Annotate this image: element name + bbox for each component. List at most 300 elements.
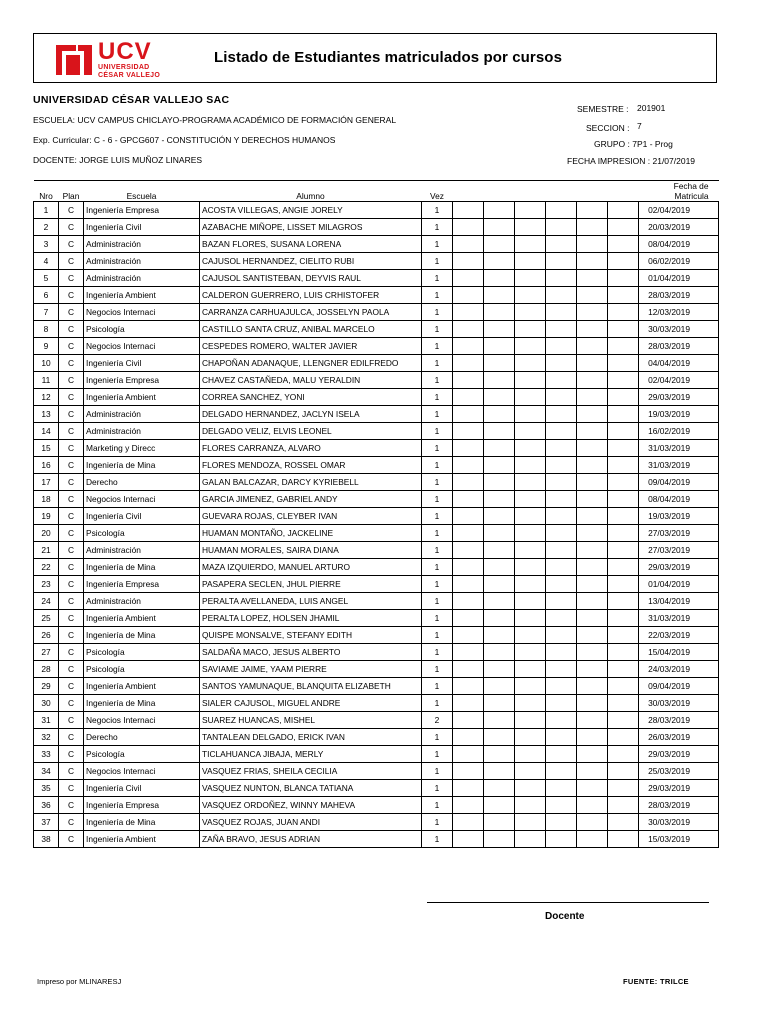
cell-blank	[453, 372, 484, 389]
cell-plan: C	[59, 576, 84, 593]
semestre-value: 201901	[637, 103, 666, 113]
cell-blank	[608, 797, 639, 814]
cell-escuela: Psicología	[84, 661, 200, 678]
cell-blank	[577, 406, 608, 423]
cell-vez: 1	[422, 780, 453, 797]
col-header-alumno: Alumno	[200, 181, 422, 202]
cell-blank	[577, 559, 608, 576]
cell-blank	[546, 423, 577, 440]
table-row	[34, 372, 719, 389]
cell-plan: C	[59, 202, 84, 219]
cell-blank	[515, 576, 546, 593]
cell-blank	[608, 202, 639, 219]
cell-fecha: 31/03/2019	[639, 610, 719, 627]
cell-plan: C	[59, 593, 84, 610]
cell-escuela: Ingeniería de Mina	[84, 814, 200, 831]
cell-escuela: Administración	[84, 253, 200, 270]
cell-escuela: Negocios Internaci	[84, 338, 200, 355]
cell-alumno: ACOSTA VILLEGAS, ANGIE JORELY	[200, 202, 422, 219]
cell-blank	[453, 661, 484, 678]
cell-blank	[546, 780, 577, 797]
cell-escuela: Negocios Internaci	[84, 304, 200, 321]
cell-blank	[515, 678, 546, 695]
cell-blank	[484, 525, 515, 542]
cell-nro: 5	[34, 270, 59, 287]
cell-blank	[577, 797, 608, 814]
cell-vez: 1	[422, 831, 453, 848]
cell-alumno: SUAREZ HUANCAS, MISHEL	[200, 712, 422, 729]
table-row	[34, 508, 719, 525]
cell-blank	[608, 695, 639, 712]
cell-blank	[546, 406, 577, 423]
cell-blank	[484, 508, 515, 525]
cell-nro: 2	[34, 219, 59, 236]
cell-escuela: Ingeniería Ambient	[84, 678, 200, 695]
cell-blank	[515, 236, 546, 253]
cell-vez: 1	[422, 729, 453, 746]
cell-blank	[546, 389, 577, 406]
cell-blank	[608, 746, 639, 763]
cell-blank	[453, 423, 484, 440]
cell-blank	[577, 610, 608, 627]
cell-blank	[515, 474, 546, 491]
source-label: FUENTE: TRILCE	[623, 977, 689, 986]
cell-blank	[484, 695, 515, 712]
cell-blank	[546, 474, 577, 491]
cell-blank	[484, 559, 515, 576]
cell-blank	[577, 287, 608, 304]
cell-blank	[453, 695, 484, 712]
cell-nro: 9	[34, 338, 59, 355]
cell-blank	[608, 678, 639, 695]
cell-blank	[608, 729, 639, 746]
cell-blank	[453, 525, 484, 542]
cell-alumno: CHAVEZ CASTAÑEDA, MALU YERALDIN	[200, 372, 422, 389]
table-row	[34, 474, 719, 491]
cell-alumno: VASQUEZ ROJAS, JUAN ANDI	[200, 814, 422, 831]
cell-escuela: Ingeniería Civil	[84, 780, 200, 797]
cell-blank	[546, 236, 577, 253]
cell-plan: C	[59, 559, 84, 576]
cell-alumno: GALAN BALCAZAR, DARCY KYRIEBELL	[200, 474, 422, 491]
cell-fecha: 09/04/2019	[639, 474, 719, 491]
cell-blank	[515, 525, 546, 542]
cell-blank	[453, 542, 484, 559]
table-row	[34, 287, 719, 304]
cell-fecha: 27/03/2019	[639, 525, 719, 542]
cell-blank	[608, 610, 639, 627]
cell-alumno: ZAÑA BRAVO, JESUS ADRIAN	[200, 831, 422, 848]
cell-blank	[453, 712, 484, 729]
cell-vez: 1	[422, 338, 453, 355]
table-row	[34, 593, 719, 610]
cell-plan: C	[59, 780, 84, 797]
cell-blank	[453, 270, 484, 287]
cell-blank	[608, 321, 639, 338]
cell-blank	[515, 695, 546, 712]
cell-blank	[608, 338, 639, 355]
table-row	[34, 542, 719, 559]
table-row	[34, 559, 719, 576]
cell-blank	[546, 287, 577, 304]
cell-blank	[608, 831, 639, 848]
cell-blank	[577, 525, 608, 542]
cell-blank	[546, 814, 577, 831]
cell-blank	[453, 797, 484, 814]
cell-blank	[515, 661, 546, 678]
cell-blank	[577, 202, 608, 219]
cell-fecha: 28/03/2019	[639, 287, 719, 304]
cell-blank	[453, 831, 484, 848]
cell-escuela: Negocios Internaci	[84, 712, 200, 729]
cell-fecha: 15/03/2019	[639, 831, 719, 848]
cell-fecha: 04/04/2019	[639, 355, 719, 372]
cell-alumno: SALDAÑA MACO, JESUS ALBERTO	[200, 644, 422, 661]
table-row	[34, 627, 719, 644]
cell-alumno: TANTALEAN DELGADO, ERICK IVAN	[200, 729, 422, 746]
cell-blank	[608, 576, 639, 593]
cell-blank	[577, 423, 608, 440]
cell-fecha: 08/04/2019	[639, 236, 719, 253]
cell-vez: 1	[422, 593, 453, 610]
cell-blank	[453, 627, 484, 644]
cell-plan: C	[59, 610, 84, 627]
cell-plan: C	[59, 372, 84, 389]
ucv-logo-mark-icon	[54, 41, 94, 79]
cell-blank	[546, 763, 577, 780]
cell-blank	[608, 542, 639, 559]
cell-blank	[515, 270, 546, 287]
cell-nro: 34	[34, 763, 59, 780]
cell-plan: C	[59, 236, 84, 253]
cell-escuela: Negocios Internaci	[84, 763, 200, 780]
cell-blank	[546, 695, 577, 712]
cell-plan: C	[59, 797, 84, 814]
cell-blank	[453, 763, 484, 780]
cell-fecha: 29/03/2019	[639, 780, 719, 797]
signature-line	[427, 902, 709, 903]
cell-blank	[484, 746, 515, 763]
cell-blank	[453, 559, 484, 576]
cell-blank	[577, 712, 608, 729]
cell-blank	[546, 491, 577, 508]
cell-fecha: 28/03/2019	[639, 712, 719, 729]
fecha-impresion: FECHA IMPRESION : 21/07/2019	[567, 156, 696, 166]
cell-fecha: 28/03/2019	[639, 338, 719, 355]
cell-blank	[546, 797, 577, 814]
table-row	[34, 644, 719, 661]
cell-blank	[515, 253, 546, 270]
cell-blank	[608, 644, 639, 661]
cell-nro: 24	[34, 593, 59, 610]
cell-blank	[546, 712, 577, 729]
cell-blank	[515, 644, 546, 661]
cell-blank	[608, 253, 639, 270]
cell-fecha: 16/02/2019	[639, 423, 719, 440]
cell-blank	[515, 610, 546, 627]
cell-plan: C	[59, 661, 84, 678]
cell-blank	[608, 508, 639, 525]
cell-plan: C	[59, 355, 84, 372]
report-header	[33, 33, 717, 83]
cell-blank	[515, 202, 546, 219]
cell-escuela: Administración	[84, 542, 200, 559]
table-row	[34, 219, 719, 236]
cell-blank	[453, 610, 484, 627]
cell-blank	[453, 593, 484, 610]
cell-plan: C	[59, 763, 84, 780]
cell-vez: 1	[422, 236, 453, 253]
cell-blank	[577, 661, 608, 678]
cell-escuela: Ingeniería Civil	[84, 508, 200, 525]
seccion-value: 7	[637, 121, 642, 131]
cell-escuela: Ingeniería de Mina	[84, 457, 200, 474]
cell-blank	[577, 372, 608, 389]
cell-blank	[608, 304, 639, 321]
cell-alumno: CESPEDES ROMERO, WALTER JAVIER	[200, 338, 422, 355]
cell-vez: 1	[422, 610, 453, 627]
cell-alumno: GUEVARA ROJAS, CLEYBER IVAN	[200, 508, 422, 525]
table-row	[34, 797, 719, 814]
cell-nro: 23	[34, 576, 59, 593]
cell-blank	[515, 831, 546, 848]
escuela-line: ESCUELA: UCV CAMPUS CHICLAYO-PROGRAMA ACADÉMICO DE FORMACIÓN GENERAL	[33, 115, 397, 125]
cell-blank	[546, 355, 577, 372]
cell-nro: 21	[34, 542, 59, 559]
cell-fecha: 12/03/2019	[639, 304, 719, 321]
cell-blank	[608, 440, 639, 457]
cell-alumno: SAVIAME JAIME, YAAM PIERRE	[200, 661, 422, 678]
cell-vez: 1	[422, 355, 453, 372]
cell-blank	[577, 219, 608, 236]
cell-blank	[484, 763, 515, 780]
cell-blank	[484, 542, 515, 559]
cell-vez: 1	[422, 542, 453, 559]
cell-blank	[546, 831, 577, 848]
cell-escuela: Ingeniería de Mina	[84, 559, 200, 576]
cell-alumno: SANTOS YAMUNAQUE, BLANQUITA ELIZABETH	[200, 678, 422, 695]
table-row	[34, 525, 719, 542]
cell-fecha: 30/03/2019	[639, 814, 719, 831]
cell-blank	[484, 304, 515, 321]
cell-nro: 15	[34, 440, 59, 457]
cell-blank	[515, 440, 546, 457]
table-row	[34, 610, 719, 627]
cell-nro: 12	[34, 389, 59, 406]
cell-escuela: Ingeniería Ambient	[84, 389, 200, 406]
cell-blank	[453, 491, 484, 508]
cell-vez: 1	[422, 627, 453, 644]
docente-line: DOCENTE: JORGE LUIS MUÑOZ LINARES	[33, 155, 203, 165]
cell-alumno: CASTILLO SANTA CRUZ, ANIBAL MARCELO	[200, 321, 422, 338]
table-row	[34, 406, 719, 423]
cell-vez: 1	[422, 491, 453, 508]
cell-nro: 1	[34, 202, 59, 219]
cell-blank	[453, 457, 484, 474]
cell-alumno: AZABACHE MIÑOPE, LISSET MILAGROS	[200, 219, 422, 236]
cell-alumno: FLORES MENDOZA, ROSSEL OMAR	[200, 457, 422, 474]
cell-blank	[484, 678, 515, 695]
cell-blank	[515, 627, 546, 644]
cell-fecha: 20/03/2019	[639, 219, 719, 236]
table-row	[34, 814, 719, 831]
col-header-plan: Plan	[59, 181, 84, 202]
cell-blank	[577, 729, 608, 746]
table-row	[34, 304, 719, 321]
cell-blank	[577, 695, 608, 712]
cell-plan: C	[59, 389, 84, 406]
cell-blank	[546, 457, 577, 474]
seccion-label: SECCION :	[586, 123, 630, 133]
cell-vez: 1	[422, 746, 453, 763]
cell-fecha: 26/03/2019	[639, 729, 719, 746]
cell-fecha: 13/04/2019	[639, 593, 719, 610]
cell-blank	[453, 219, 484, 236]
cell-blank	[453, 729, 484, 746]
cell-blank	[577, 491, 608, 508]
cell-blank	[546, 525, 577, 542]
cell-alumno: CORREA SANCHEZ, YONI	[200, 389, 422, 406]
cell-plan: C	[59, 253, 84, 270]
cell-blank	[515, 304, 546, 321]
cell-vez: 1	[422, 406, 453, 423]
cell-alumno: PERALTA AVELLANEDA, LUIS ANGEL	[200, 593, 422, 610]
cell-escuela: Ingeniería Ambient	[84, 287, 200, 304]
cell-fecha: 30/03/2019	[639, 695, 719, 712]
cell-alumno: VASQUEZ FRIAS, SHEILA CECILIA	[200, 763, 422, 780]
cell-blank	[577, 508, 608, 525]
cell-blank	[453, 304, 484, 321]
cell-blank	[453, 508, 484, 525]
cell-blank	[577, 321, 608, 338]
cell-blank	[515, 406, 546, 423]
cell-fecha: 28/03/2019	[639, 797, 719, 814]
table-row	[34, 440, 719, 457]
cell-nro: 7	[34, 304, 59, 321]
cell-plan: C	[59, 542, 84, 559]
cell-alumno: CAJUSOL SANTISTEBAN, DEYVIS RAUL	[200, 270, 422, 287]
cell-blank	[515, 559, 546, 576]
cell-blank	[484, 321, 515, 338]
table-row	[34, 389, 719, 406]
cell-blank	[608, 406, 639, 423]
table-row	[34, 678, 719, 695]
report-title: Listado de Estudiantes matriculados por cursos	[214, 49, 563, 66]
col-header-nro: Nro	[34, 181, 59, 202]
cell-blank	[577, 746, 608, 763]
table-row	[34, 780, 719, 797]
cell-blank	[577, 678, 608, 695]
cell-blank	[484, 202, 515, 219]
cell-vez: 1	[422, 270, 453, 287]
table-row	[34, 729, 719, 746]
cell-blank	[546, 610, 577, 627]
cell-blank	[546, 729, 577, 746]
cell-alumno: GARCIA JIMENEZ, GABRIEL ANDY	[200, 491, 422, 508]
cell-blank	[515, 219, 546, 236]
table-row	[34, 423, 719, 440]
cell-blank	[577, 236, 608, 253]
exp-curricular-line: Exp. Curricular: C - 6 - GPCG607 - CONSTITUCIÓN Y DERECHOS HUMANOS	[33, 135, 336, 145]
cell-blank	[608, 780, 639, 797]
cell-plan: C	[59, 644, 84, 661]
cell-escuela: Derecho	[84, 729, 200, 746]
students-table	[33, 180, 719, 848]
cell-fecha: 30/03/2019	[639, 321, 719, 338]
cell-vez: 1	[422, 559, 453, 576]
cell-blank	[515, 814, 546, 831]
table-row	[34, 712, 719, 729]
cell-nro: 13	[34, 406, 59, 423]
table-row	[34, 321, 719, 338]
cell-blank	[577, 457, 608, 474]
cell-blank	[484, 780, 515, 797]
cell-plan: C	[59, 627, 84, 644]
cell-vez: 1	[422, 661, 453, 678]
cell-blank	[453, 287, 484, 304]
table-header-row	[34, 181, 719, 202]
cell-fecha: 09/04/2019	[639, 678, 719, 695]
cell-fecha: 29/03/2019	[639, 746, 719, 763]
cell-blank	[453, 389, 484, 406]
cell-vez: 1	[422, 202, 453, 219]
cell-blank	[453, 814, 484, 831]
cell-fecha: 29/03/2019	[639, 559, 719, 576]
cell-fecha: 02/04/2019	[639, 372, 719, 389]
cell-blank	[515, 338, 546, 355]
cell-alumno: CARRANZA CARHUAJULCA, JOSSELYN PAOLA	[200, 304, 422, 321]
cell-alumno: DELGADO HERNANDEZ, JACLYN ISELA	[200, 406, 422, 423]
cell-escuela: Administración	[84, 236, 200, 253]
cell-fecha: 02/04/2019	[639, 202, 719, 219]
cell-plan: C	[59, 508, 84, 525]
cell-plan: C	[59, 491, 84, 508]
cell-blank	[515, 797, 546, 814]
cell-nro: 16	[34, 457, 59, 474]
cell-blank	[546, 338, 577, 355]
cell-blank	[484, 355, 515, 372]
cell-plan: C	[59, 406, 84, 423]
university-name: UNIVERSIDAD CÉSAR VALLEJO SAC	[33, 94, 230, 106]
cell-alumno: BAZAN FLORES, SUSANA LORENA	[200, 236, 422, 253]
logo-line2: CÉSAR VALLEJO	[98, 72, 161, 79]
cell-blank	[453, 236, 484, 253]
cell-vez: 1	[422, 797, 453, 814]
cell-alumno: MAZA IZQUIERDO, MANUEL ARTURO	[200, 559, 422, 576]
cell-blank	[608, 559, 639, 576]
logo-subtitle	[98, 64, 160, 80]
cell-blank	[546, 542, 577, 559]
cell-blank	[608, 593, 639, 610]
cell-blank	[608, 389, 639, 406]
cell-plan: C	[59, 270, 84, 287]
table-row	[34, 763, 719, 780]
cell-escuela: Derecho	[84, 474, 200, 491]
cell-fecha: 22/03/2019	[639, 627, 719, 644]
cell-alumno: QUISPE MONSALVE, STEFANY EDITH	[200, 627, 422, 644]
cell-vez: 1	[422, 389, 453, 406]
cell-escuela: Administración	[84, 406, 200, 423]
cell-blank	[484, 457, 515, 474]
cell-blank	[484, 831, 515, 848]
cell-blank	[577, 831, 608, 848]
cell-blank	[546, 661, 577, 678]
cell-blank	[484, 491, 515, 508]
cell-vez: 1	[422, 253, 453, 270]
cell-vez: 1	[422, 304, 453, 321]
cell-blank	[484, 253, 515, 270]
cell-blank	[484, 661, 515, 678]
